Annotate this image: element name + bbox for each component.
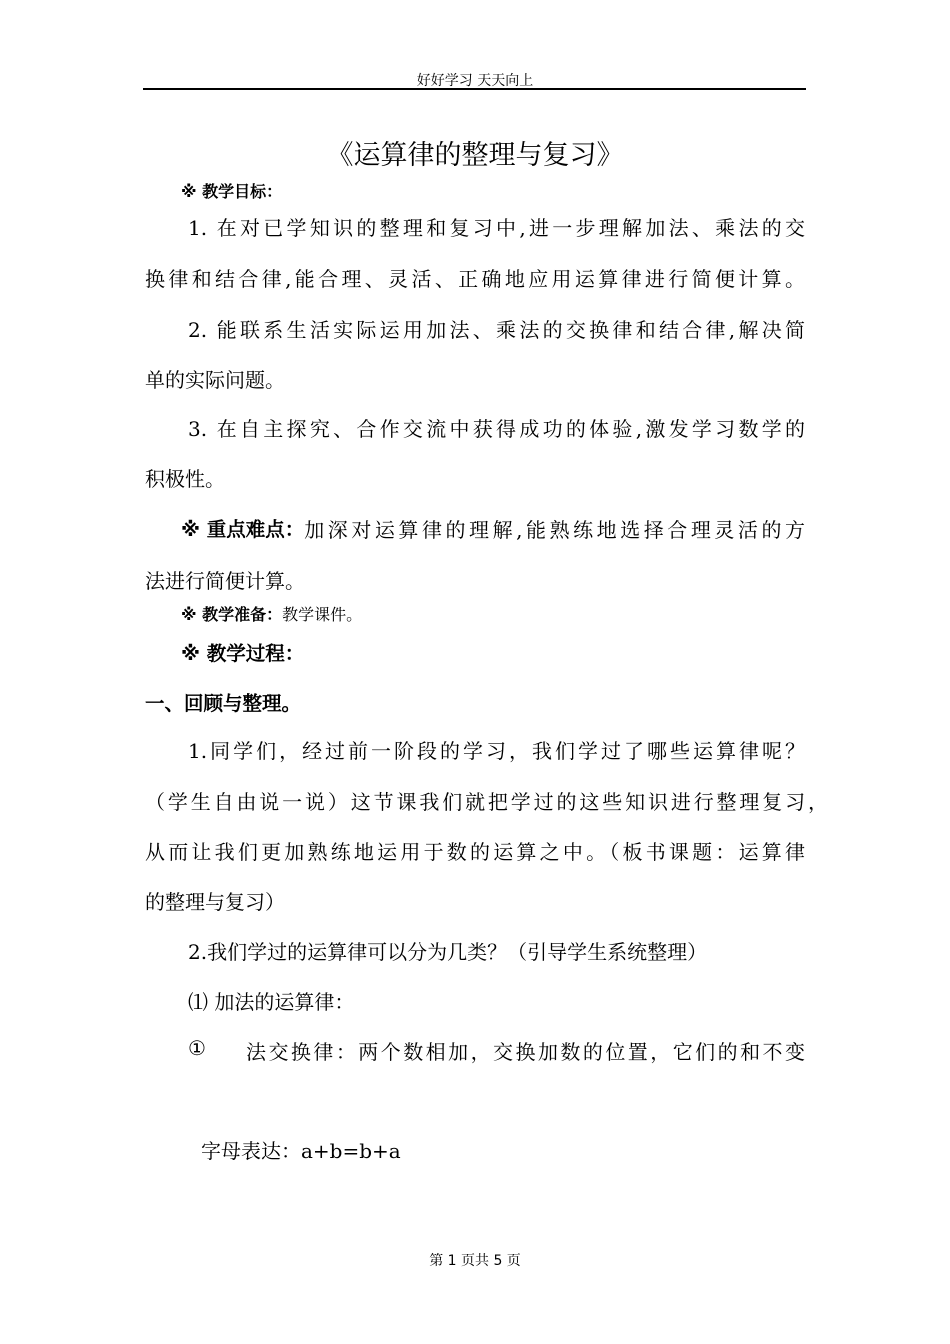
key-points-text: 加深对运算律的理解,能熟练地选择合理灵活的方	[304, 518, 805, 542]
key-points-line-2: 法进行简便计算。	[145, 569, 305, 593]
preparation-line	[181, 602, 362, 625]
formula-line: 字母表达：a+b=b+a	[201, 1139, 401, 1163]
preparation-label: ※ 教学准备：	[181, 605, 283, 624]
part-1-para-1-line-1: 1.同学们，经过前一阶段的学习，我们学过了哪些运算律呢？	[188, 739, 805, 763]
objective-3-line-1: 3. 在自主探究、合作交流中获得成功的体验,激发学习数学的	[188, 417, 805, 441]
document-title: 《运算律的整理与复习》	[326, 140, 624, 171]
header-rule	[143, 88, 806, 90]
part-1-para-1-line-3: 从而让我们更加熟练地运用于数的运算之中。（板书课题：运算律	[145, 840, 805, 864]
page-footer: 第 1 页共 5 页	[429, 1253, 521, 1269]
key-points-label: ※ 重点难点：	[181, 518, 305, 541]
objectives-heading: ※ 教学目标：	[181, 182, 283, 201]
part-1-para-1-line-4: 的整理与复习）	[145, 890, 285, 914]
commutative-law-text: 法交换律：两个数相加，交换加数的位置，它们的和不变	[246, 1040, 805, 1064]
circled-number-1: ①	[188, 1036, 206, 1060]
objective-2-line-2: 单的实际问题。	[145, 368, 285, 392]
key-points-line-1	[181, 514, 805, 543]
objective-2-line-1: 2. 能联系生活实际运用加法、乘法的交换律和结合律,解决简	[188, 318, 805, 342]
preparation-text: 教学课件。	[282, 605, 363, 624]
objective-1-line-2: 换律和结合律,能合理、灵活、正确地应用运算律进行简便计算。	[145, 267, 805, 291]
part-1-para-1-line-2: （学生自由说一说）这节课我们就把学过的这些知识进行整理复习，	[145, 790, 828, 814]
process-heading: ※ 教学过程：	[181, 642, 305, 665]
objective-1-line-1: 1. 在对已学知识的整理和复习中,进一步理解加法、乘法的交	[188, 216, 805, 240]
page-header: 好好学习 天天向上	[416, 73, 534, 89]
addition-laws-subheading: ⑴ 加法的运算律：	[188, 990, 355, 1014]
part-1-heading: 一、回顾与整理。	[145, 692, 302, 715]
objective-3-line-2: 积极性。	[145, 467, 225, 491]
part-1-para-2: 2.我们学过的运算律可以分为几类？（引导学生系统整理）	[188, 940, 708, 964]
